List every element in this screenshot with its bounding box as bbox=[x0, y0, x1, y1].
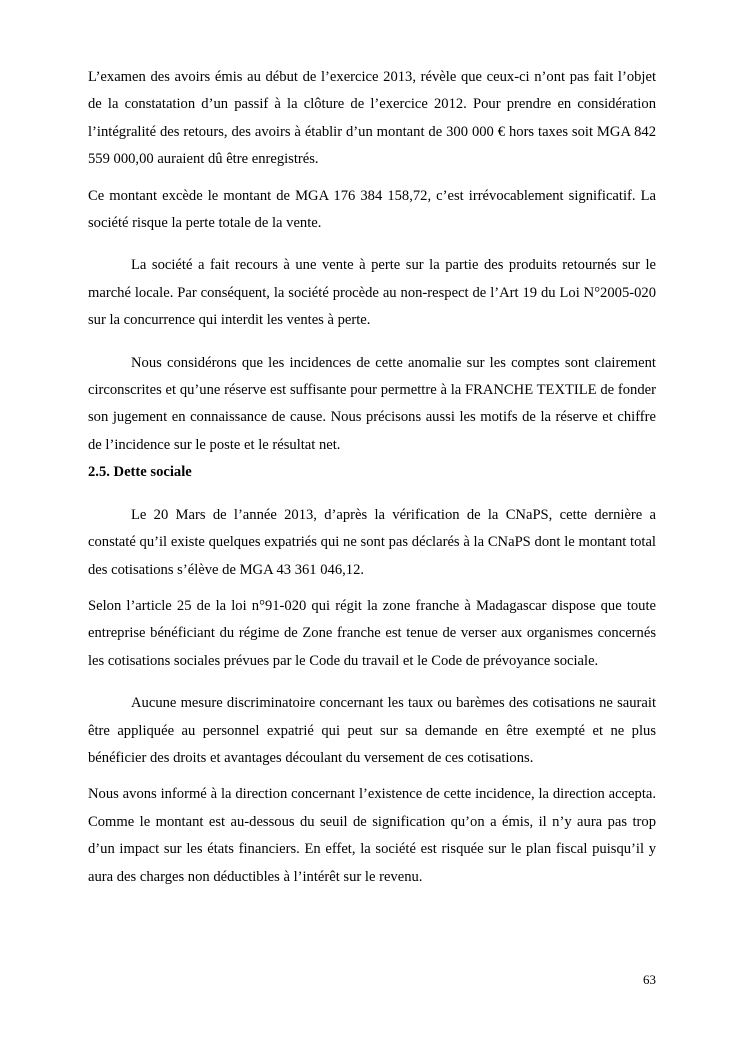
paragraph-reserve: Nous considérons que les incidences de cette anomalie sur les comptes sont clairement circonscrites et qu’une réserve est suffisante pour permettre à la FRANCHE TEXTILE de fonder son jugement en connaissance de cause. Nous précisons aussi les motifs de la réserve et chiffre de l’incidence sur le poste et le résultat net. bbox=[88, 354, 656, 453]
paragraph-article-25: Selon l’article 25 de la loi n°91-020 qui régit la zone franche à Madagascar dispose que toute entreprise bénéficiant du régime de Zone franche est tenue de verser aux organismes concernés les cotisations sociales prévues par le Code du travail et le Code de prévoyance sociale. bbox=[88, 597, 656, 669]
paragraph-avoirs-examen: L’examen des avoirs émis au début de l’exercice 2013, révèle que ceux-ci n’ont pas fait l’objet de la constatation d’un passif à la clôture de l’exercice 2012. Pour prendre en considération l’intégralité des retours, des avoirs à établir d’un montant de 300 000 € hors taxes soit MGA 842 559 000,00 auraient dû être enregistrés. bbox=[88, 69, 656, 168]
paragraph-vente-a-perte: La société a fait recours à une vente à perte sur la partie des produits retournés sur le marché locale. Par conséquent, la société procède au non-respect de l’Art 19 du Loi N°2005-020 sur la concurrence qui interdit les ventes à perte. bbox=[88, 257, 656, 329]
section-heading-dette-sociale: 2.5. Dette sociale bbox=[88, 464, 192, 481]
paragraph-montant-significatif: Ce montant excède le montant de MGA 176 384 158,72, c’est irrévocablement significatif. La société risque la perte totale de la vente. bbox=[88, 187, 656, 232]
page-number: 63 bbox=[643, 972, 656, 987]
paragraph-mesure-discriminatoire: Aucune mesure discriminatoire concernant les taux ou barèmes des cotisations ne saurait être appliquée au personnel expatrié qui peut sur sa demande en être exempté et ne plus bénéficier des droits et avantages découlant du versement de ces cotisations. bbox=[88, 695, 656, 766]
paragraph-cnaps-verification: Le 20 Mars de l’année 2013, d’après la vérification de la CNaPS, cette dernière a constaté qu’il existe quelques expatriés qui ne sont pas déclarés à la CNaPS dont le montant total des cotisations s’élève de MGA 43 361 046,12. bbox=[88, 506, 656, 578]
paragraph-direction-informee: Nous avons informé à la direction concernant l’existence de cette incidence, la direction accepta. Comme le montant est au-dessous du seuil de signification qu’on a émis, il n’y aura pas trop d’un impact sur les états financiers. En effet, la société est risquée sur le plan fiscal puisqu’il y aura des charges non déductibles à l’intérêt sur le revenu. bbox=[88, 786, 656, 885]
document-page bbox=[88, 64, 656, 891]
